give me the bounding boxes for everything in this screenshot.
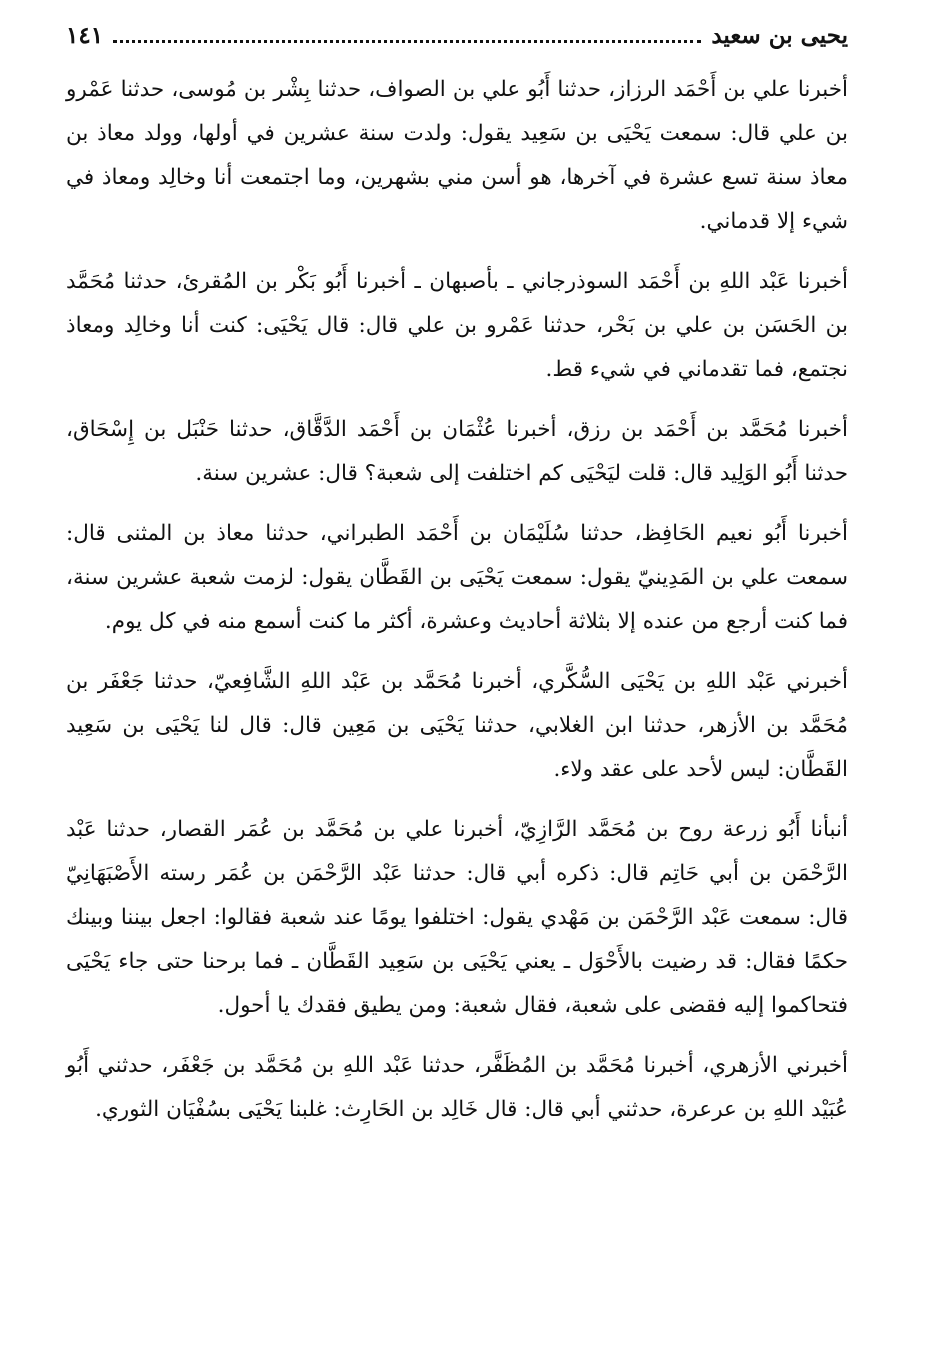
paragraph-7: أخبرني الأزهري، أخبرنا مُحَمَّد بن المُظَفَّر، حدثنا عَبْد اللهِ بن مُحَمَّد بن جَعْفَر، حدثني أَبُو عُبَيْد اللهِ بن عرعرة، حدثني أبي قال: قال خَالِد بن الحَارِث: غلبنا يَحْيَى بسُفْيَان الثوري. (66, 1053, 848, 1122)
paragraph-4: أخبرنا أَبُو نعيم الحَافِظ، حدثنا سُلَيْمَان بن أَحْمَد الطبراني، حدثنا معاذ بن المثنى قال: سمعت علي بن المَدِينيّ يقول: سمعت يَحْيَى بن القَطَّان يقول: لزمت شعبة عشرين سنة، فما كنت أرجع من عنده إلا بثلاثة أحاديث وعشرة، أكثر ما كنت أسمع منه في كل يوم. (66, 521, 848, 634)
running-header (66, 22, 848, 62)
paragraph-5: أخبرني عَبْد اللهِ بن يَحْيَى السُّكَّري، أخبرنا مُحَمَّد بن عَبْد اللهِ الشَّافِعيّ، حدثنا جَعْفَر بن مُحَمَّد بن الأزهر، حدثنا ابن الغلابي، حدثنا يَحْيَى بن مَعِين قال: قال لنا يَحْيَى بن سَعِيد القَطَّان: ليس لأحد على عقد ولاء. (66, 669, 848, 782)
paragraph-2: أخبرنا عَبْد اللهِ بن أَحْمَد السوذرجاني ـ بأصبهان ـ أخبرنا أَبُو بَكْر بن المُقرئ، حدثنا مُحَمَّد بن الحَسَن بن علي بن بَحْر، حدثنا عَمْرو بن علي قال: قال يَحْيَى: كنت أنا وخالِد ومعاذ نجتمع، فما تقدماني في شيء قط. (66, 269, 848, 382)
page-body (66, 68, 848, 1132)
book-page (66, 22, 848, 1334)
paragraph-1: أخبرنا علي بن أَحْمَد الرزاز، حدثنا أَبُو علي بن الصواف، حدثنا بِشْر بن مُوسى، حدثنا عَمْرو بن علي قال: سمعت يَحْيَى بن سَعِيد يقول: ولدت سنة عشرين في أولها، وولد معاذ بن معاذ سنة تسع عشرة في آخرها، هو أسن مني بشهرين، وما اجتمعت أنا وخالِد ومعاذ في شيء إلا قدماني. (66, 77, 848, 234)
running-title: يحيى بن سعيد (711, 22, 848, 49)
paragraph-3: أخبرنا مُحَمَّد بن أَحْمَد بن رزق، أخبرنا عُثْمَان بن أَحْمَد الدَّقَّاق، حدثنا حَنْبَل بن إِسْحَاق، حدثنا أَبُو الوَلِيد قال: قلت ليَحْيَى كم اختلفت إلى شعبة؟ قال: عشرين سنة. (66, 417, 848, 486)
dotted-leader (113, 40, 701, 43)
page-number: ١٤١ (66, 22, 104, 49)
paragraph-6: أنبأنا أَبُو زرعة روح بن مُحَمَّد الرَّازِيّ، أخبرنا علي بن مُحَمَّد بن عُمَر القصار، حدثنا عَبْد الرَّحْمَن بن أبي حَاتِم قال: ذكره أبي قال: حدثنا عَبْد الرَّحْمَن بن عُمَر رسته الأَصْبَهَانِيّ قال: سمعت عَبْد الرَّحْمَن بن مَهْدي يقول: اختلفوا يومًا عند شعبة فقالوا: اجعل بيننا وبينك حكمًا فقال: قد رضيت بالأَحْوَل ـ يعني يَحْيَى بن سَعِيد القَطَّان ـ فما برحنا حتى جاء يَحْيَى فتحاكموا إليه فقضى على شعبة، فقال شعبة: ومن يطيق فقدك يا أحول. (66, 817, 848, 1018)
